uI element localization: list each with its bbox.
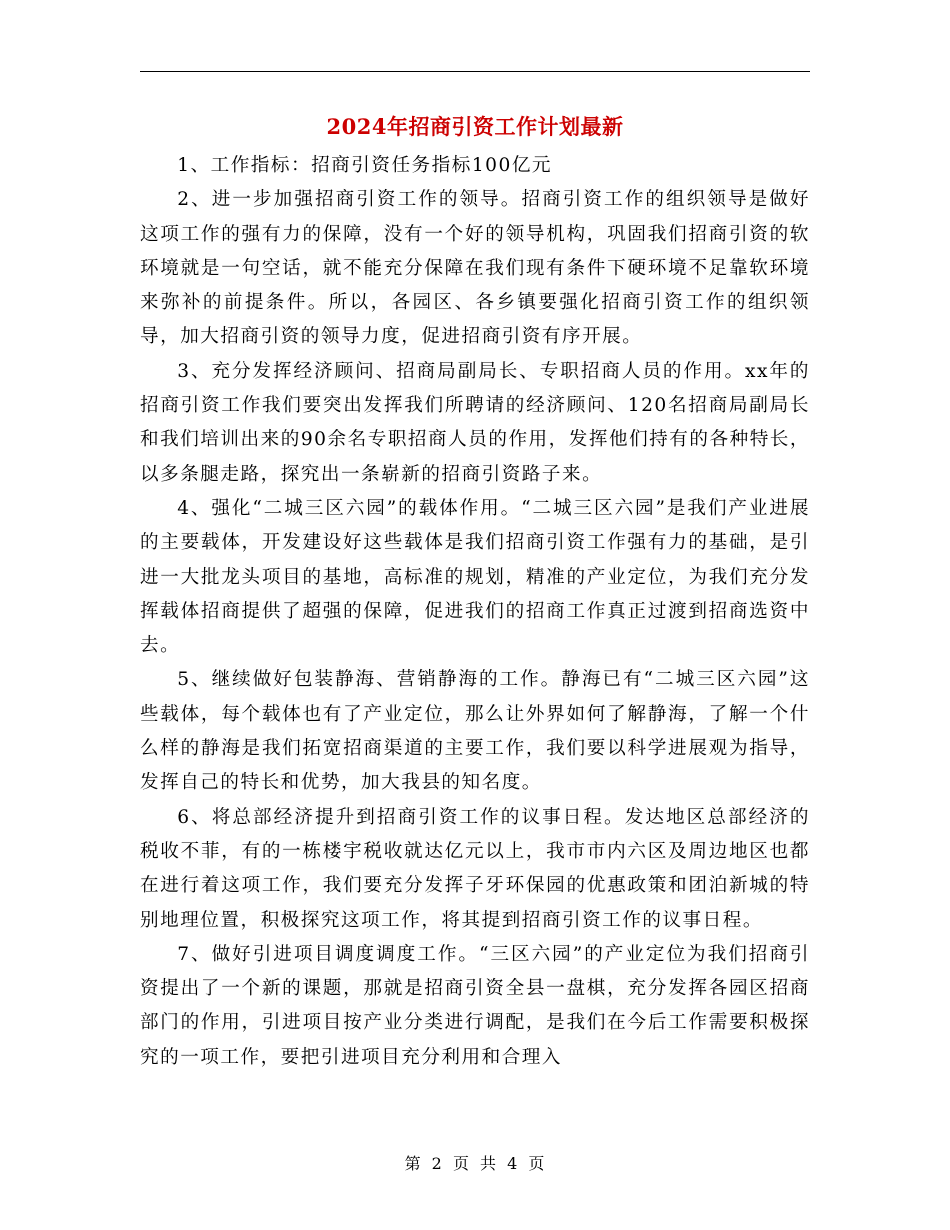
paragraph-1: 1、工作指标：招商引资任务指标100亿元	[177, 155, 553, 176]
paragraph-3: 3、充分发挥经济顾问、招商局副局长、专职招商人员的作用。xx年的招商引资工作我们要突出发挥我们所聘请的经济顾问、120名招商局副局长和我们培训出来的90余名专职招商人员的作用，发挥他们持有的各种特长，以多条腿走路，探究出一条崭新的招商引资路子来。	[140, 360, 810, 485]
document-body	[140, 149, 810, 1075]
paragraph-4: 4、强化“二城三区六园”的载体作用。“二城三区六园”是我们产业进展的主要载体，开发建设好这些载体是我们招商引资工作强有力的基础，是引进一大批龙头项目的基地，高标准的规划，精准的产业定位，为我们充分发挥载体招商提供了超强的保障，促进我们的招商工作真正过渡到招商选资中去。	[140, 497, 810, 657]
page-number: 第 2 页 共 4 页	[404, 1154, 546, 1173]
paragraph-2: 2、进一步加强招商引资工作的领导。招商引资工作的组织领导是做好这项工作的强有力的保障，没有一个好的领导机构，巩固我们招商引资的软环境就是一句空话，就不能充分保障在我们现有条件下硬环境不足靠软环境来弥补的前提条件。所以，各园区、各乡镇要强化招商引资工作的组织领导，加大招商引资的领导力度，促进招商引资有序开展。	[140, 189, 810, 348]
document-title: 2024年招商引资工作计划最新	[326, 114, 624, 139]
paragraph-6: 6、将总部经济提升到招商引资工作的议事日程。发达地区总部经济的税收不菲，有的一栋楼宇税收就达亿元以上，我市市内六区及周边地区也都在进行着这项工作，我们要充分发挥子牙环保园的优惠政策和团泊新城的特别地理位置，积极探究这项工作，将其提到招商引资工作的议事日程。	[140, 806, 810, 931]
paragraph-7: 7、做好引进项目调度调度工作。“三区六园”的产业定位为我们招商引资提出了一个新的课题，那就是招商引资全县一盘棋，充分发挥各园区招商部门的作用，引进项目按产业分类进行调配，是我们在今后工作需要积极探究的一项工作，要把引进项目充分利用和合理入	[140, 943, 810, 1068]
paragraph-5: 5、继续做好包装静海、营销静海的工作。静海已有“二城三区六园”这些载体，每个载体也有了产业定位，那么让外界如何了解静海，了解一个什么样的静海是我们拓宽招商渠道的主要工作，我们要以科学进展观为指导，发挥自己的特长和优势，加大我县的知名度。	[140, 669, 810, 794]
header-rule	[140, 71, 810, 72]
